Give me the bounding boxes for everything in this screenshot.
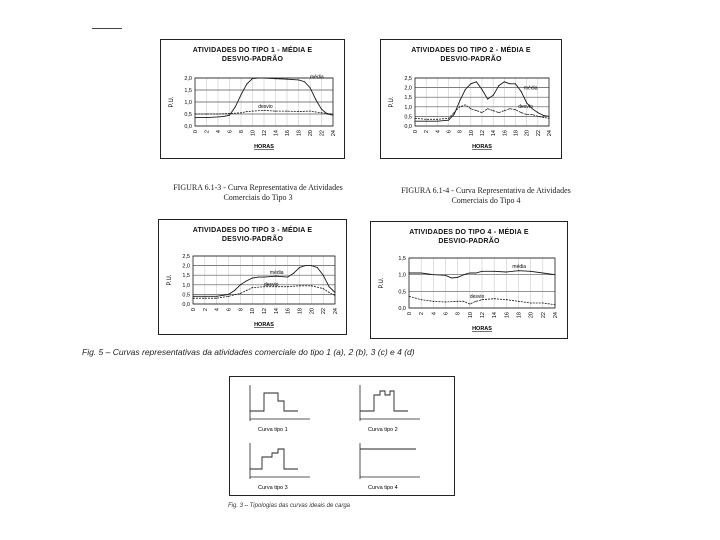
y-tick-label: 0,5	[184, 112, 192, 118]
y-tick-label: 0,0	[184, 124, 192, 130]
data-point	[537, 116, 538, 117]
data-point	[206, 114, 207, 115]
x-tick-label: 8	[239, 130, 245, 134]
x-tick-label: 24	[547, 130, 553, 137]
data-point	[229, 113, 230, 114]
data-point	[311, 285, 312, 286]
data-point	[482, 112, 483, 113]
x-axis-label: HORAS	[472, 144, 492, 150]
data-point	[335, 295, 336, 296]
data-point	[299, 285, 300, 286]
x-tick-label: 10	[468, 130, 475, 137]
x-tick-label: 0	[407, 312, 413, 316]
x-tick-label: 12	[480, 312, 486, 319]
data-point	[252, 111, 253, 112]
y-tick-label: 0,5	[182, 292, 190, 299]
data-point	[454, 112, 455, 113]
series-label: desvio	[469, 294, 485, 300]
data-point	[487, 108, 488, 109]
data-point	[246, 111, 247, 112]
data-point	[445, 275, 446, 276]
x-tick-label: 4	[435, 130, 442, 134]
page-top-rule	[92, 28, 122, 29]
y-tick-label: 2,0	[184, 76, 192, 82]
data-point	[555, 274, 556, 275]
typology-label: Curva tipo 2	[368, 427, 398, 433]
data-point	[216, 296, 217, 297]
caption-fig-3: Fig. 3 – Tipologias das curvas ideais de carga	[228, 503, 351, 509]
data-point	[543, 115, 544, 116]
data-point	[409, 273, 410, 274]
chart-panel-tipo-1	[160, 39, 345, 159]
typology-label: Curva tipo 3	[258, 485, 288, 491]
typology-shape	[250, 449, 298, 469]
data-point	[457, 301, 458, 302]
x-tick-label: 8	[457, 130, 464, 134]
data-point	[218, 114, 219, 115]
x-tick-label: 24	[331, 130, 337, 137]
data-point	[459, 106, 460, 107]
x-tick-label: 14	[273, 130, 280, 137]
data-point	[475, 273, 476, 274]
x-tick-label: 20	[524, 130, 531, 137]
chart-panel-tipo-4	[370, 221, 568, 339]
x-tick-label: 16	[285, 308, 292, 315]
chart-svg	[371, 222, 567, 338]
y-tick-label: 1,0	[398, 272, 406, 279]
data-point	[537, 112, 538, 113]
data-point	[315, 99, 316, 100]
data-point	[469, 273, 470, 274]
y-tick-label: 0,0	[398, 306, 406, 312]
x-tick-label: 4	[216, 130, 222, 134]
data-point	[451, 278, 452, 279]
data-point	[223, 116, 224, 117]
data-point	[521, 112, 522, 113]
series-label: desvio	[258, 104, 273, 110]
data-point	[437, 119, 438, 120]
y-tick-label: 0,5	[404, 114, 412, 121]
data-point	[542, 273, 543, 274]
x-tick-label: 4	[214, 308, 221, 312]
y-tick-label: 1,0	[404, 104, 412, 111]
x-tick-label: 14	[491, 130, 498, 137]
y-tick-label: 1,5	[398, 256, 406, 262]
x-tick-label: 6	[227, 130, 234, 134]
typology-shape	[360, 391, 408, 411]
data-point	[298, 111, 299, 112]
data-point	[228, 294, 229, 295]
data-point	[333, 114, 334, 115]
chart-svg	[161, 40, 344, 158]
data-point	[433, 274, 434, 275]
data-point	[530, 271, 531, 272]
y-tick-label: 2,0	[182, 263, 190, 270]
y-tick-label: 1,0	[184, 100, 192, 106]
data-point	[433, 301, 434, 302]
x-tick-label: 22	[319, 130, 326, 137]
data-point	[275, 111, 276, 112]
data-point	[530, 303, 531, 304]
chart-title: ATIVIDADES DO TIPO 1 - MÉDIA E DESVIO-PADRÃO	[192, 47, 313, 63]
data-point	[228, 296, 229, 297]
data-point	[323, 288, 324, 289]
typology-shape	[250, 393, 298, 411]
chart-panel-tipo-3	[158, 219, 347, 335]
data-point	[264, 78, 265, 79]
y-tick-label: 0,5	[398, 289, 406, 296]
data-point	[506, 299, 507, 300]
y-tick-label: 1,5	[184, 88, 192, 94]
x-tick-label: 18	[296, 130, 303, 137]
data-point	[311, 265, 312, 266]
typology-label: Curva tipo 1	[258, 427, 288, 433]
data-point	[415, 121, 416, 122]
data-point	[234, 290, 235, 291]
x-tick-label: 6	[446, 130, 453, 134]
x-tick-label: 18	[516, 312, 523, 319]
typology-curve-4	[360, 443, 420, 491]
data-point	[555, 304, 556, 305]
x-tick-label: 20	[528, 312, 535, 319]
data-point	[469, 304, 470, 305]
data-point	[482, 89, 483, 90]
data-point	[426, 121, 427, 122]
data-point	[287, 79, 288, 80]
data-point	[454, 114, 455, 115]
typology-curve-2	[360, 385, 420, 433]
x-tick-label: 22	[540, 312, 547, 319]
data-point	[448, 120, 449, 121]
x-tick-label: 14	[492, 312, 499, 319]
data-point	[246, 280, 247, 281]
data-point	[299, 267, 300, 268]
data-point	[252, 278, 253, 279]
x-tick-label: 18	[297, 308, 304, 315]
x-tick-label: 20	[309, 308, 316, 315]
data-point	[549, 118, 550, 119]
data-point	[304, 81, 305, 82]
x-tick-label: 6	[226, 308, 233, 312]
x-tick-label: 0	[191, 308, 197, 312]
data-point	[493, 95, 494, 96]
data-point	[204, 296, 205, 297]
x-tick-label: 2	[202, 308, 209, 312]
data-point	[476, 81, 477, 82]
data-point	[475, 301, 476, 302]
data-point	[321, 109, 322, 110]
data-point	[445, 302, 446, 303]
data-point	[509, 108, 510, 109]
x-tick-label: 24	[553, 312, 559, 319]
data-point	[293, 273, 294, 274]
data-point	[448, 118, 449, 119]
data-point	[532, 114, 533, 115]
x-tick-label: 10	[467, 312, 474, 319]
data-point	[252, 78, 253, 79]
y-tick-label: 2,0	[404, 85, 412, 92]
y-axis-label: P.U.	[167, 274, 173, 286]
data-point	[498, 85, 499, 86]
typologies-box	[229, 376, 455, 496]
data-point	[323, 275, 324, 276]
y-axis-label: P.U.	[169, 96, 175, 108]
chart-panel-tipo-2	[380, 39, 562, 159]
data-point	[258, 277, 259, 278]
data-point	[305, 265, 306, 266]
data-point	[246, 84, 247, 85]
x-tick-label: 10	[250, 308, 257, 315]
data-point	[275, 78, 276, 79]
data-point	[494, 271, 495, 272]
data-point	[421, 299, 422, 300]
data-point	[518, 301, 519, 302]
data-point	[409, 296, 410, 297]
data-point	[264, 110, 265, 111]
caption-figura-6-1-3: FIGURA 6.1-3 - Curva Representativa de Atividades Comerciais do Tipo 3	[173, 183, 343, 202]
typology-curve-3	[250, 443, 310, 491]
y-axis-label: P.U.	[379, 277, 385, 289]
data-point	[310, 111, 311, 112]
data-point	[463, 301, 464, 302]
data-point	[465, 89, 466, 90]
x-tick-label: 12	[262, 308, 268, 315]
data-point	[195, 114, 196, 115]
x-tick-label: 2	[204, 130, 211, 134]
data-point	[494, 298, 495, 299]
x-tick-label: 18	[513, 130, 520, 137]
series-label: desvio	[518, 103, 533, 110]
data-point	[240, 293, 241, 294]
data-point	[515, 109, 516, 110]
data-point	[287, 111, 288, 112]
data-point	[415, 118, 416, 119]
x-tick-label: 22	[535, 130, 542, 137]
x-tick-label: 12	[480, 130, 486, 137]
x-axis-label: HORAS	[254, 322, 274, 328]
y-tick-label: 2,5	[182, 254, 190, 260]
x-tick-label: 14	[273, 308, 280, 315]
data-point	[335, 292, 336, 293]
chart-svg	[381, 40, 561, 158]
data-point	[241, 112, 242, 113]
y-tick-label: 1,5	[182, 273, 190, 280]
data-point	[195, 117, 196, 118]
data-point	[542, 303, 543, 304]
typologies-svg	[230, 377, 454, 495]
data-point	[459, 101, 460, 102]
data-point	[246, 290, 247, 291]
chart-title: ATIVIDADES DO TIPO 3 - MÉDIA E DESVIO-PADRÃO	[192, 227, 313, 243]
x-tick-label: 2	[419, 312, 426, 316]
x-tick-label: 10	[250, 130, 257, 137]
data-point	[235, 106, 236, 107]
data-point	[241, 94, 242, 95]
data-point	[204, 298, 205, 299]
x-tick-label: 2	[424, 130, 431, 134]
data-point	[426, 119, 427, 120]
data-point	[493, 110, 494, 111]
y-axis-label: P.U.	[389, 96, 395, 108]
data-point	[218, 116, 219, 117]
y-tick-label: 1,0	[182, 282, 190, 289]
chart-title: ATIVIDADES DO TIPO 2 - MÉDIA E DESVIO-PADRÃO	[411, 47, 531, 63]
chart-svg	[159, 220, 346, 334]
x-tick-label: 8	[238, 308, 245, 312]
series-label: média	[523, 85, 538, 92]
data-point	[515, 83, 516, 84]
chart-title: ATIVIDADES DO TIPO 4 - MÉDIA E DESVIO-PADRÃO	[409, 229, 529, 245]
series-label: média	[310, 74, 324, 81]
x-tick-label: 16	[502, 130, 509, 137]
data-point	[252, 287, 253, 288]
data-point	[216, 298, 217, 299]
x-tick-label: 24	[333, 308, 339, 315]
data-point	[264, 277, 265, 278]
x-tick-label: 20	[308, 130, 314, 137]
data-point	[193, 298, 194, 299]
data-point	[509, 83, 510, 84]
series-label: média	[512, 264, 527, 270]
series-label: desvio	[264, 281, 279, 288]
data-point	[465, 104, 466, 105]
x-tick-label: 22	[321, 308, 328, 315]
data-point	[329, 292, 330, 293]
y-tick-label: 1,5	[404, 95, 412, 102]
x-tick-label: 6	[443, 312, 450, 316]
data-point	[287, 277, 288, 278]
data-point	[298, 79, 299, 80]
data-point	[463, 274, 464, 275]
data-point	[421, 273, 422, 274]
typology-label: Curva tipo 4	[368, 485, 398, 491]
data-point	[504, 81, 505, 82]
data-point	[310, 87, 311, 88]
y-tick-label: 0,0	[404, 124, 412, 130]
data-point	[240, 284, 241, 285]
x-tick-label: 4	[431, 312, 438, 316]
data-point	[321, 112, 322, 113]
data-point	[229, 115, 230, 116]
data-point	[193, 296, 194, 297]
data-point	[206, 117, 207, 118]
data-point	[317, 267, 318, 268]
data-point	[333, 115, 334, 116]
caption-figura-6-1-4: FIGURA 6.1-4 - Curva Representativa de Atividades Comerciais do Tipo 4	[401, 186, 571, 205]
data-point	[487, 99, 488, 100]
x-tick-label: 0	[413, 130, 419, 134]
data-point	[521, 91, 522, 92]
data-point	[498, 112, 499, 113]
data-point	[437, 121, 438, 122]
x-tick-label: 8	[455, 312, 462, 316]
y-tick-label: 2,5	[404, 76, 412, 82]
x-tick-label: 0	[193, 130, 199, 134]
data-point	[258, 78, 259, 79]
x-axis-label: HORAS	[472, 326, 492, 332]
caption-fig-5: Fig. 5 – Curvas representativas da atividades comerciale do tipo 1 (a), 2 (b), 3 (c) e 4 (d)	[82, 347, 415, 357]
data-point	[457, 277, 458, 278]
data-point	[470, 83, 471, 84]
data-point	[287, 286, 288, 287]
x-tick-label: 16	[285, 130, 291, 137]
data-point	[476, 110, 477, 111]
data-point	[549, 116, 550, 117]
x-axis-label: HORAS	[254, 144, 274, 150]
series-label: média	[269, 270, 284, 277]
x-tick-label: 12	[262, 130, 268, 137]
data-point	[329, 286, 330, 287]
data-point	[482, 271, 483, 272]
typology-curve-1	[250, 385, 310, 433]
data-point	[526, 114, 527, 115]
data-point	[543, 117, 544, 118]
data-point	[506, 272, 507, 273]
data-point	[504, 110, 505, 111]
data-point	[518, 270, 519, 271]
data-point	[470, 108, 471, 109]
x-tick-label: 16	[504, 312, 511, 319]
y-tick-label: 0,0	[182, 302, 190, 308]
